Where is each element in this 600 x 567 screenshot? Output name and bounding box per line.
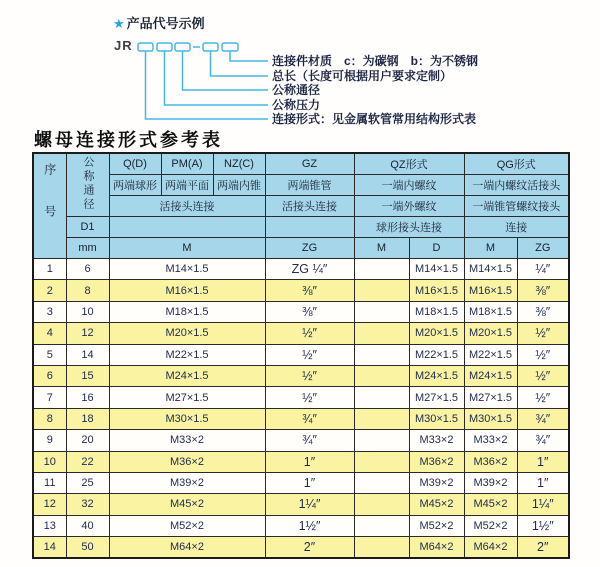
- header-gz-sub: 两端锥管: [265, 175, 354, 196]
- table-row: [33, 451, 569, 472]
- cell-gz-zg: 2″: [265, 537, 354, 559]
- cell-dn: 40: [66, 515, 109, 536]
- table-row: [33, 408, 569, 429]
- cell-seq: 3: [33, 301, 66, 322]
- cell-m: M64×2: [109, 537, 265, 559]
- cell-qz-m: [354, 494, 409, 515]
- cell-gz-zg: ½″: [265, 387, 354, 408]
- cell-qg-m: M14×1.5: [464, 259, 517, 280]
- cell-qz-d: M18×1.5: [409, 301, 464, 322]
- cell-qg-m: M39×2: [464, 472, 517, 493]
- header-qg-sub1: 一端内螺纹活接头: [464, 175, 569, 196]
- cell-qz-d: M36×2: [409, 451, 464, 472]
- cell-m: M52×2: [109, 515, 265, 536]
- label-nominal-diameter: 公称通径: [272, 83, 321, 97]
- table-row: [33, 430, 569, 451]
- code-box-1: [138, 43, 153, 51]
- header-qpmnz-conn: 活接头连接: [109, 196, 265, 217]
- leader-line-pressure: [165, 51, 269, 105]
- header-qg-sub2: 一端锥管螺纹接头: [464, 196, 569, 217]
- cell-qz-m: [354, 515, 409, 536]
- cell-gz-zg: 1½″: [265, 515, 354, 536]
- cell-qg-m: M33×2: [464, 430, 517, 451]
- header-qz-unit-d: D: [409, 238, 464, 259]
- code-box-3: [175, 43, 190, 51]
- cell-gz-zg: ⅜″: [265, 301, 354, 322]
- table-row: [33, 259, 569, 280]
- cell-qg-zg: ⅜″: [517, 301, 569, 322]
- cell-qg-m: M27×1.5: [464, 387, 517, 408]
- cell-seq: 4: [33, 323, 66, 344]
- cell-qz-d: M39×2: [409, 472, 464, 493]
- cell-m: M36×2: [109, 451, 265, 472]
- cell-qz-d: M14×1.5: [409, 259, 464, 280]
- label-nominal-pressure: 公称压力: [272, 98, 321, 112]
- code-box-4: [203, 43, 218, 51]
- cell-qg-zg: ¾″: [517, 408, 569, 429]
- cell-gz-zg: ½″: [265, 365, 354, 386]
- cell-m: M33×2: [109, 430, 265, 451]
- table-row: [33, 301, 569, 322]
- cell-m: M20×1.5: [109, 323, 265, 344]
- cell-qz-d: M24×1.5: [409, 365, 464, 386]
- header-seq: [33, 153, 66, 259]
- cell-qz-d: M16×1.5: [409, 280, 464, 301]
- cell-dn: 14: [66, 344, 109, 365]
- header-dn-label: 公称通径: [82, 155, 94, 212]
- cell-qg-zg: ⅜″: [517, 280, 569, 301]
- cell-qg-zg: ¾″: [517, 430, 569, 451]
- cell-qg-zg: 1″: [517, 472, 569, 493]
- cell-seq: 10: [33, 451, 66, 472]
- header-q: Q(D): [109, 153, 161, 175]
- header-gz-conn: 活接头连接: [265, 196, 354, 217]
- cell-m: M30×1.5: [109, 408, 265, 429]
- cell-qg-zg: ½″: [517, 387, 569, 408]
- cell-dn: 16: [66, 387, 109, 408]
- cell-gz-zg: ¾″: [265, 430, 354, 451]
- label-connection-form: 连接形式：见金属软管常用结构形式表: [272, 112, 477, 126]
- leader-line-diameter: [183, 51, 269, 90]
- header-qg-conn: 连接: [464, 217, 569, 238]
- cell-seq: 13: [33, 515, 66, 536]
- cell-dn: 32: [66, 494, 109, 515]
- cell-seq: 1: [33, 259, 66, 280]
- cell-qg-m: M16×1.5: [464, 280, 517, 301]
- header-qpmnz-empty: [109, 217, 265, 238]
- cell-seq: 12: [33, 494, 66, 515]
- cell-qz-m: [354, 451, 409, 472]
- header-gz-unit: ZG: [265, 238, 354, 259]
- cell-dn: 22: [66, 451, 109, 472]
- diagram-title: [113, 13, 205, 32]
- code-prefix: JR: [114, 38, 133, 53]
- header-pm-sub: 两端平面: [161, 175, 213, 196]
- table-row: [33, 280, 569, 301]
- cell-m: M24×1.5: [109, 365, 265, 386]
- header-pm: PM(A): [161, 153, 213, 175]
- cell-seq: 6: [33, 365, 66, 386]
- cell-qg-m: M30×1.5: [464, 408, 517, 429]
- header-qz: QZ形式: [354, 153, 464, 175]
- leader-line-material: [230, 51, 268, 61]
- table-row: [33, 365, 569, 386]
- cell-qz-m: [354, 365, 409, 386]
- cell-m: M45×2: [109, 494, 265, 515]
- cell-qz-m: [354, 323, 409, 344]
- cell-qz-d: M22×1.5: [409, 344, 464, 365]
- cell-seq: 7: [33, 387, 66, 408]
- cell-qz-m: [354, 408, 409, 429]
- header-qg-unit-m: M: [464, 238, 517, 259]
- cell-qz-d: M27×1.5: [409, 387, 464, 408]
- cell-dn: 18: [66, 408, 109, 429]
- cell-qz-m: [354, 430, 409, 451]
- cell-gz-zg: ½″: [265, 323, 354, 344]
- cell-gz-zg: 1″: [265, 451, 354, 472]
- table-row: [33, 537, 569, 559]
- cell-gz-zg: 1″: [265, 472, 354, 493]
- header-d1: D1: [66, 217, 109, 238]
- header-row-5: [33, 238, 569, 259]
- cell-qz-m: [354, 259, 409, 280]
- label-total-length: 总长（长度可根据用户要求定制）: [272, 69, 453, 83]
- cell-qg-m: M36×2: [464, 451, 517, 472]
- cell-m: M22×1.5: [109, 344, 265, 365]
- cell-gz-zg: ZG ¼″: [265, 259, 354, 280]
- cell-qg-m: M52×2: [464, 515, 517, 536]
- cell-dn: 12: [66, 323, 109, 344]
- code-box-5: [222, 43, 238, 51]
- table-row: [33, 515, 569, 536]
- cell-qz-m: [354, 387, 409, 408]
- table-row: [33, 387, 569, 408]
- table-title: 螺母连接形式参考表: [34, 130, 223, 151]
- table-row: [33, 323, 569, 344]
- cell-m: M18×1.5: [109, 301, 265, 322]
- cell-qz-d: M45×2: [409, 494, 464, 515]
- table-row: [33, 472, 569, 493]
- cell-dn: 6: [66, 259, 109, 280]
- cell-qg-zg: 2″: [517, 537, 569, 559]
- cell-qg-zg: ½″: [517, 365, 569, 386]
- cell-seq: 11: [33, 472, 66, 493]
- cell-qg-m: M24×1.5: [464, 365, 517, 386]
- header-qz-sub2: 一端外螺纹: [354, 196, 464, 217]
- header-qg-unit-zg: ZG: [517, 238, 569, 259]
- header-row-2: [33, 175, 569, 196]
- cell-qg-zg: ¼″: [517, 259, 569, 280]
- cell-dn: 20: [66, 430, 109, 451]
- header-qpmnz-unit: M: [109, 238, 265, 259]
- cell-gz-zg: ¾″: [265, 408, 354, 429]
- diagram-title-text: 产品代号示例: [126, 16, 205, 31]
- header-row-1: [33, 153, 569, 175]
- cell-qg-zg: ½″: [517, 323, 569, 344]
- table-row: [33, 494, 569, 515]
- cell-dn: 50: [66, 537, 109, 559]
- header-qz-unit-m: M: [354, 238, 409, 259]
- leader-line-length: [211, 51, 269, 76]
- cell-qg-zg: 1½″: [517, 515, 569, 536]
- nut-connection-reference-table: [32, 152, 570, 559]
- cell-seq: 9: [33, 430, 66, 451]
- cell-qg-m: M22×1.5: [464, 344, 517, 365]
- header-row-4: [33, 217, 569, 238]
- cell-qg-zg: 1¼″: [517, 494, 569, 515]
- cell-qg-m: M20×1.5: [464, 323, 517, 344]
- cell-qz-d: M33×2: [409, 430, 464, 451]
- table-header: [33, 153, 569, 259]
- label-connector-material: 连接件材质 c：为碳钢 b：为不锈钢: [272, 54, 479, 68]
- cell-dn: 25: [66, 472, 109, 493]
- cell-seq: 14: [33, 537, 66, 559]
- cell-dn: 15: [66, 365, 109, 386]
- header-qg: QG形式: [464, 153, 569, 175]
- header-qz-conn: 球形接头连接: [354, 217, 464, 238]
- cell-qz-m: [354, 301, 409, 322]
- header-mm: mm: [66, 238, 109, 259]
- table-row: [33, 344, 569, 365]
- header-gz: GZ: [265, 153, 354, 175]
- cell-m: M27×1.5: [109, 387, 265, 408]
- header-seq-label: 序号: [42, 162, 57, 247]
- cell-m: M14×1.5: [109, 259, 265, 280]
- cell-gz-zg: ½″: [265, 344, 354, 365]
- cell-qg-zg: ½″: [517, 344, 569, 365]
- cell-seq: 8: [33, 408, 66, 429]
- cell-qz-m: [354, 472, 409, 493]
- cell-m: M16×1.5: [109, 280, 265, 301]
- cell-qz-m: [354, 537, 409, 559]
- cell-qz-m: [354, 280, 409, 301]
- cell-seq: 5: [33, 344, 66, 365]
- cell-qz-d: M64×2: [409, 537, 464, 559]
- cell-qg-zg: 1″: [517, 451, 569, 472]
- cell-qz-m: [354, 344, 409, 365]
- cell-gz-zg: 1¼″: [265, 494, 354, 515]
- header-qz-sub1: 一端内螺纹: [354, 175, 464, 196]
- header-gz-empty: [265, 217, 354, 238]
- cell-qg-m: M18×1.5: [464, 301, 517, 322]
- cell-qz-d: M52×2: [409, 515, 464, 536]
- star-icon: ★: [113, 16, 125, 31]
- header-nz: NZ(C): [213, 153, 265, 175]
- code-box-2: [157, 43, 172, 51]
- cell-dn: 10: [66, 301, 109, 322]
- cell-dn: 8: [66, 280, 109, 301]
- header-nz-sub: 两端内锥: [213, 175, 265, 196]
- cell-seq: 2: [33, 280, 66, 301]
- header-dn: [66, 153, 109, 217]
- cell-gz-zg: ⅜″: [265, 280, 354, 301]
- cell-qz-d: M30×1.5: [409, 408, 464, 429]
- header-q-sub: 两端球形: [109, 175, 161, 196]
- cell-qg-m: M45×2: [464, 494, 517, 515]
- header-row-3: [33, 196, 569, 217]
- cell-m: M39×2: [109, 472, 265, 493]
- cell-qz-d: M20×1.5: [409, 323, 464, 344]
- table-body: [33, 259, 569, 559]
- cell-qg-m: M64×2: [464, 537, 517, 559]
